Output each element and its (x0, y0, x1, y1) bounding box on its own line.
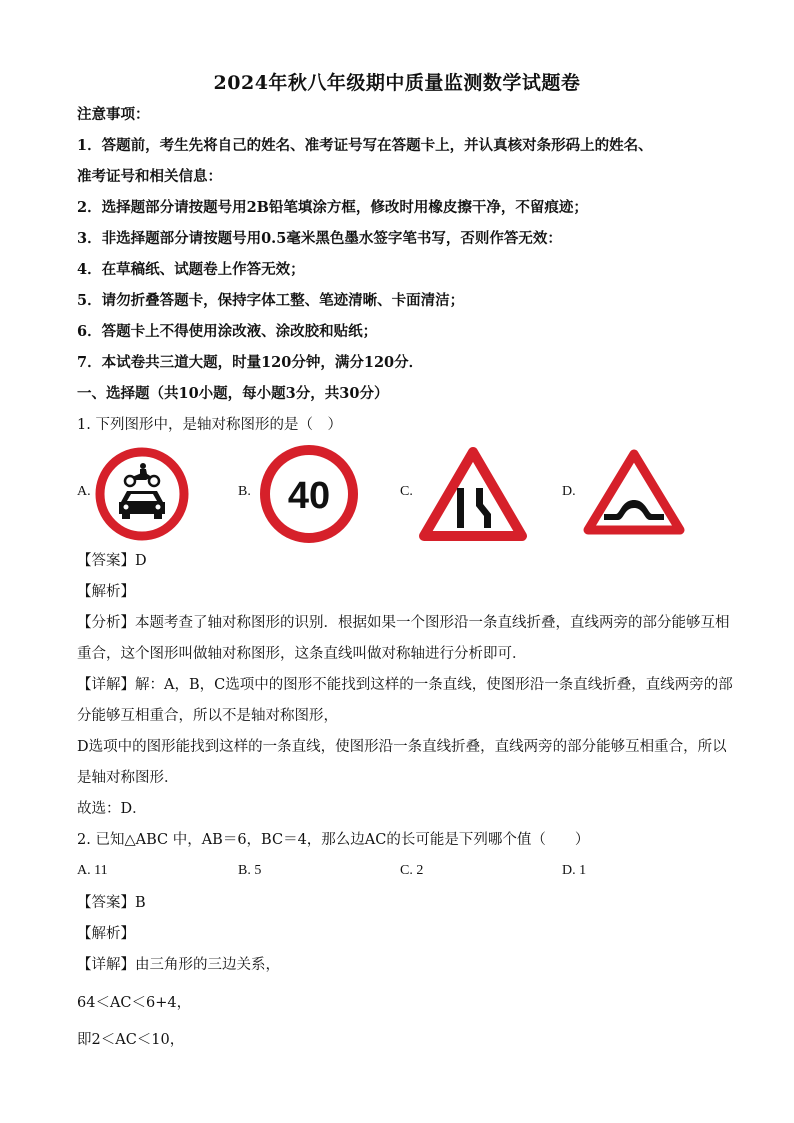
question-1-stem: 1. 下列图形中，是轴对称图形的是（ ） (77, 417, 342, 433)
notice-item: 2．选择题部分请按题号用2B铅笔填涂方框，修改时用橡皮擦干净，不留痕迹； (77, 199, 588, 216)
answer-label: 【答案】D (77, 553, 147, 569)
detail-text: 即2＜AC＜10， (77, 1032, 185, 1048)
choice-a: A. 11 (77, 863, 108, 878)
detail-text: 故选：D． (77, 801, 147, 817)
detail-text: 分能够互相重合，所以不是轴对称图形， (77, 708, 338, 724)
option-letter: B. (238, 484, 251, 499)
section-heading: 一、选择题（共10小题，每小题3分，共30分） (77, 385, 389, 402)
no-motor-vehicles-sign-icon (94, 446, 190, 542)
notice-item: 6．答题卡上不得使用涂改液、涂改胶和贴纸； (77, 323, 378, 340)
choice-d: D. 1 (562, 863, 587, 878)
notice-item: 准考证号和相关信息： (77, 168, 222, 185)
page-title: 2024年秋八年级期中质量监测数学试题卷 (213, 72, 581, 94)
question-1-options (77, 446, 717, 542)
choice-b: B. 5 (238, 863, 262, 878)
option-letter: A. (77, 484, 91, 499)
notice-item: 1．答题前，考生先将自己的姓名、准考证号写在答题卡上，并认真核对条形码上的姓名、 (77, 137, 653, 154)
hump-bridge-sign-icon (582, 448, 686, 538)
analysis-label: 【解析】 (77, 926, 135, 942)
option-d (562, 446, 717, 542)
option-c (400, 446, 550, 542)
analysis-label: 【解析】 (77, 584, 135, 600)
choice-c: C. 2 (400, 863, 424, 878)
speed-limit-value: 40 (287, 475, 331, 517)
notice-item: 7．本试卷共三道大题，时量120分钟，满分120分． (77, 354, 424, 371)
detail-text: 64＜AC＜6+4， (77, 995, 192, 1011)
road-narrows-sign-icon (418, 446, 528, 542)
notice-item: 3．非选择题部分请按题号用0.5毫米黑色墨水签字笔书写，否则作答无效： (77, 230, 562, 247)
speed-limit-sign-icon (259, 444, 359, 544)
option-a (77, 446, 207, 542)
detail-text: D选项中的图形能找到这样的一条直线，使图形沿一条直线折叠，直线两旁的部分能够互相重合，所以 (77, 739, 727, 755)
option-letter: D. (562, 484, 576, 499)
detail-text: 【详解】解：A，B，C选项中的图形不能找到这样的一条直线，使图形沿一条直线折叠，直线两旁的部 (77, 677, 733, 693)
option-letter: C. (400, 484, 413, 499)
notice-item: 5．请勿折叠答题卡，保持字体工整、笔迹清晰、卡面清洁； (77, 292, 465, 309)
notice-heading: 注意事项： (77, 106, 150, 123)
analysis-text: 【分析】本题考查了轴对称图形的识别．根据如果一个图形沿一条直线折叠，直线两旁的部分能够互相 (77, 615, 730, 631)
question-2-stem: 2. 已知△ABC 中，AB＝6，BC＝4，那么边AC的长可能是下列哪个值（ ） (77, 832, 590, 848)
option-b (238, 446, 368, 542)
detail-text: 是轴对称图形． (77, 770, 179, 786)
answer-label: 【答案】B (77, 895, 146, 911)
detail-text: 【详解】由三角形的三边关系， (77, 957, 280, 973)
notice-item: 4．在草稿纸、试题卷上作答无效； (77, 261, 305, 278)
analysis-text: 重合，这个图形叫做轴对称图形，这条直线叫做对称轴进行分析即可． (77, 646, 527, 662)
